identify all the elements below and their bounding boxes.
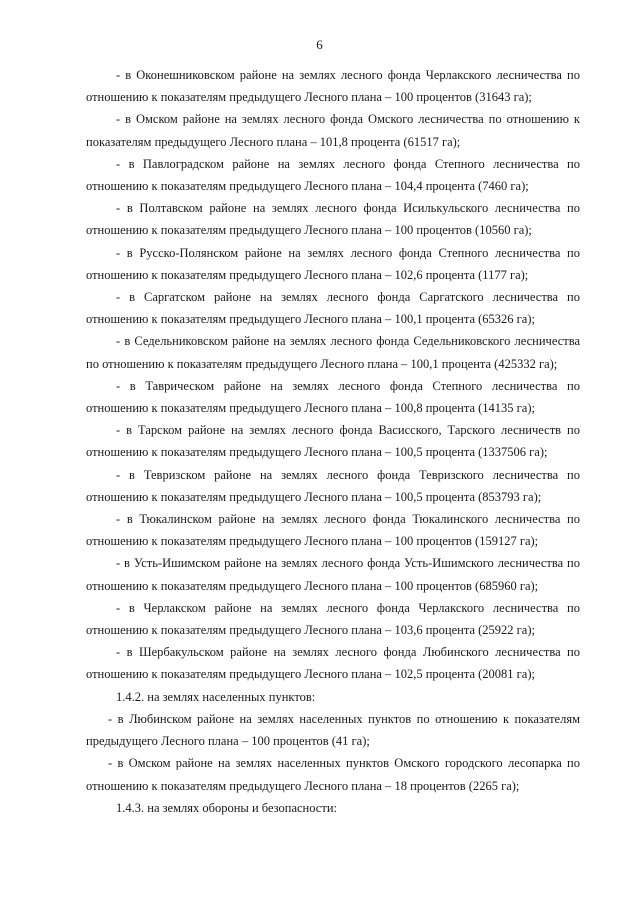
list-item: - в Омском районе на землях лесного фонда Омского лесничества по отношению к показателям предыдущего Лесного плана – 101,8 процента (61517 га); (86, 112, 580, 149)
list-item: - в Павлоградском районе на землях лесного фонда Степного лесничества по отношению к показателям предыдущего Лесного плана – 104,4 процента (7460 га); (86, 156, 580, 194)
list-item: - в Таврическом районе на землях лесного фонда Степного лесничества по отношению к показателям предыдущего Лесного плана – 100,8 процента (14135 га); (86, 378, 580, 416)
list-item: - в Усть-Ишимском районе на землях лесного фонда Усть-Ишимского лесничества по отношению к показателям предыдущего Лесного плана – 100 процентов (685960 га); (86, 556, 580, 593)
section-heading: 1.4.3. на землях обороны и безопасности: (116, 800, 337, 815)
list-item: - в Омском районе на землях населенных пунктов Омского городского лесопарка по отношению к показателям предыдущего Лесного плана – 18 процентов (2265 га); (86, 756, 580, 793)
section-heading: 1.4.2. на землях населенных пунктов: (116, 689, 316, 704)
list-item: - в Седельниковском районе на землях лесного фонда Седельниковского лесничества по отношению к показателям предыдущего Лесного плана – 100,1 процента (425332 га); (86, 334, 580, 371)
page-number: 6 (316, 37, 323, 52)
list-item: - в Тюкалинском районе на землях лесного фонда Тюкалинского лесничества по отношению к показателям предыдущего Лесного плана – 100 процентов (159127 га); (86, 512, 580, 549)
list-item: - в Русско-Полянском районе на землях лесного фонда Степного лесничества по отношению к показателям предыдущего Лесного плана – 102,6 процента (1177 га); (86, 245, 580, 282)
list-item: - в Саргатском районе на землях лесного фонда Саргатского лесничества по отношению к показателям предыдущего Лесного плана – 100,1 процента (65326 га); (86, 290, 580, 327)
list-item: - в Полтавском районе на землях лесного фонда Исилькульского лесничества по отношению к показателям предыдущего Лесного плана – 100 процентов (10560 га); (86, 201, 580, 238)
list-item: - в Оконешниковском районе на землях лесного фонда Черлакского лесничества по отношению к показателям предыдущего Лесного плана – 100 процентов (31643 га); (86, 68, 580, 105)
list-item: - в Тарском районе на землях лесного фонда Васисского, Тарского лесничеств по отношению к показателям предыдущего Лесного плана – 100,5 процента (1337506 га); (86, 423, 580, 460)
list-item: - в Любинском районе на землях населенных пунктов по отношению к показателям предыдущего Лесного плана – 100 процентов (41 га); (86, 711, 580, 749)
list-item: - в Шербакульском районе на землях лесного фонда Любинского лесничества по отношению к показателям предыдущего Лесного плана – 102,5 процента (20081 га); (86, 645, 580, 682)
list-item: - в Тевризском районе на землях лесного фонда Тевризского лесничества по отношению к показателям предыдущего Лесного плана – 100,5 процента (853793 га); (86, 467, 580, 504)
document-body (86, 64, 580, 819)
list-item: - в Черлакском районе на землях лесного фонда Черлакского лесничества по отношению к показателям предыдущего Лесного плана – 103,6 процента (25922 га); (86, 600, 580, 638)
